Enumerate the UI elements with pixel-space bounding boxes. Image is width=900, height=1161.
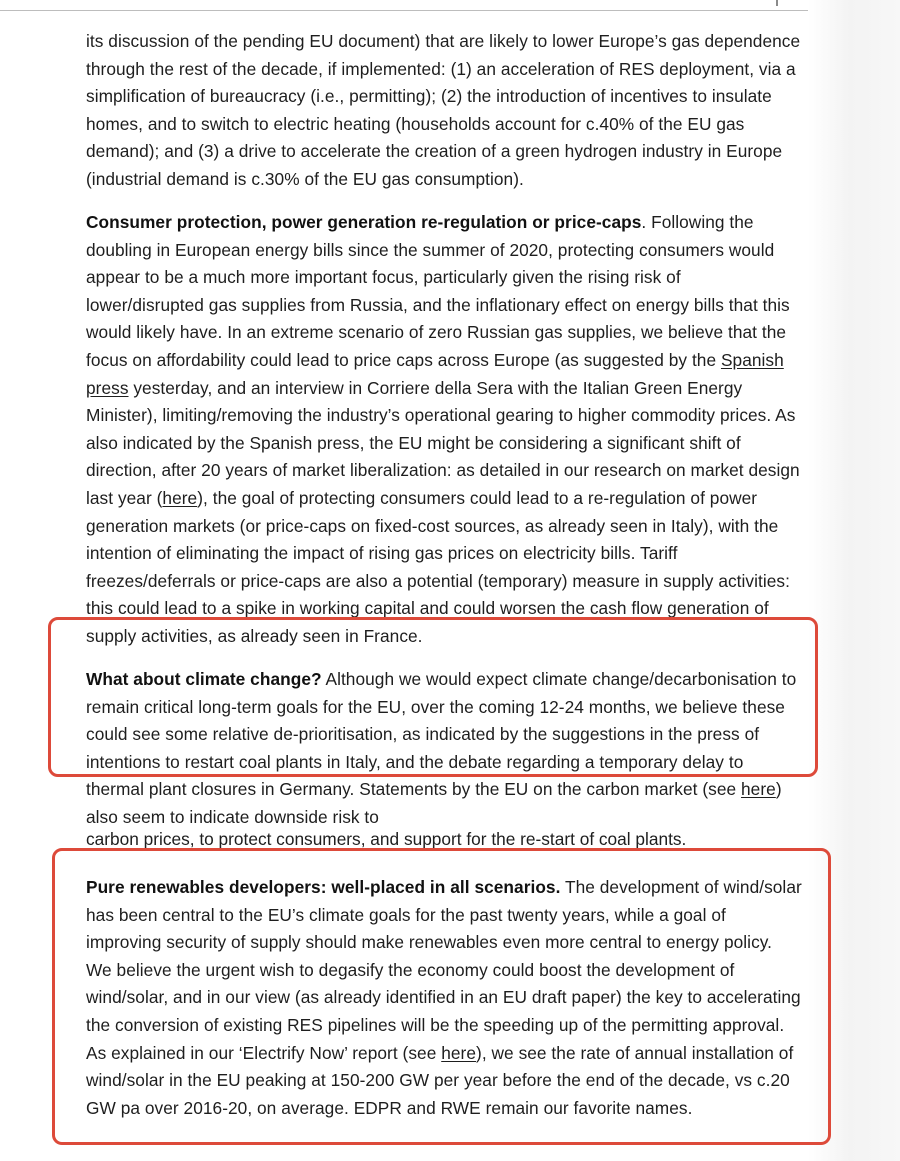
cut-off-text: carbon prices, to protect consumers, and support for the re-start of coal plants.	[86, 829, 687, 849]
paragraph-text: The development of wind/solar has been central to the EU’s climate goals for the past twenty years, while a goal of improving security of supply should make renewables even more central to energy policy. We believe the urgent wish to degasify the economy could boost the development of wind/solar, and in our view (as already identified in an EU draft paper) the key to accelerating the conversion of existing RES pipelines will be the speeding up of the permitting approval. As explained in our ‘Electrify Now’ report (see	[86, 877, 802, 1063]
paragraph-consumer-protection	[86, 209, 802, 651]
paragraph-heading: What about climate change?	[86, 669, 322, 689]
spanish-press-link[interactable]: Spanish press	[86, 349, 784, 398]
paragraph-text: its discussion of the pending EU document) that are likely to lower Europe’s gas dependence through the rest of the decade, if implemented: (1) an acceleration of RES deployment, via a simplification of bureaucracy (i.e., permitting); (2) the introduction of incentives to insulate homes, and to switch to electric heating (households account for c.40% of the EU gas demand); and (3) a drive to accelerate the creation of a green hydrogen industry in Europe (industrial demand is c.30% of the EU gas consumption).	[86, 31, 801, 189]
header-page-mark	[776, 0, 778, 6]
paragraph-text: yesterday, and an interview in Corriere della Sera with the Italian Green Energy Minister), limiting/removing the industry’s operational gearing to higher commodity prices. As also indicated by the Spanish press, the EU might be considering a significant shift of direction, after 20 years of market liberalization: as detailed in our research on market design last year (	[86, 377, 800, 508]
paragraph-heading: Consumer protection, power generation re-regulation or price-caps	[86, 212, 642, 232]
carbon-market-here-link[interactable]: here	[741, 779, 776, 800]
paragraph-text: Although we would expect climate change/decarbonisation to remain critical long-term goals for the EU, over the coming 12-24 months, we believe these could see some relative de-prioritisation, as indicated by the suggestions in the press of intentions to restart coal plants in Italy, and the debate regarding a temporary delay to thermal plant closures in Germany. Statements by the EU on the carbon market (see	[86, 669, 797, 800]
paragraph-text: . Following the doubling in European energy bills since the summer of 2020, protecting consumers would appear to be a much more important focus, particularly given the rising risk of lower/disrupted gas supplies from Russia, and the inflationary effect on energy bills that this would likely have. In an extreme scenario of zero Russian gas supplies, we believe that the focus on affordability could lead to price caps across Europe (as suggested by the	[86, 212, 790, 370]
paragraph-text: ), we see the rate of annual installation of wind/solar in the EU peaking at 150-200 GW per year before the end of the decade, vs c.20 GW pa over 2016-20, on average. EDPR and RWE remain our favorite names.	[86, 1042, 794, 1118]
market-design-here-link[interactable]: here	[162, 487, 198, 508]
header-rule	[0, 10, 808, 11]
paragraph-text: ) also seem to indicate downside risk to	[86, 779, 782, 827]
electrify-now-here-link[interactable]: here	[441, 1042, 477, 1063]
paragraph-heading: Pure renewables developers: well-placed in all scenarios.	[86, 877, 561, 897]
highlight-box-climate	[48, 617, 818, 777]
paragraph-gas-dependence	[86, 28, 802, 194]
paragraph-text: ), the goal of protecting consumers could lead to a re-regulation of power generation markets (or price-caps on fixed-cost sources, as already seen in Italy), with the intention of eliminating the impact of rising gas prices on electricity bills. Tariff freezes/deferrals or price-caps are also a potential (temporary) measure in supply activities: this could lead to a spike in working capital and could worsen the cash flow generation of supply activities, as already seen in France.	[86, 487, 790, 646]
highlight-box-renewables	[52, 848, 831, 1145]
